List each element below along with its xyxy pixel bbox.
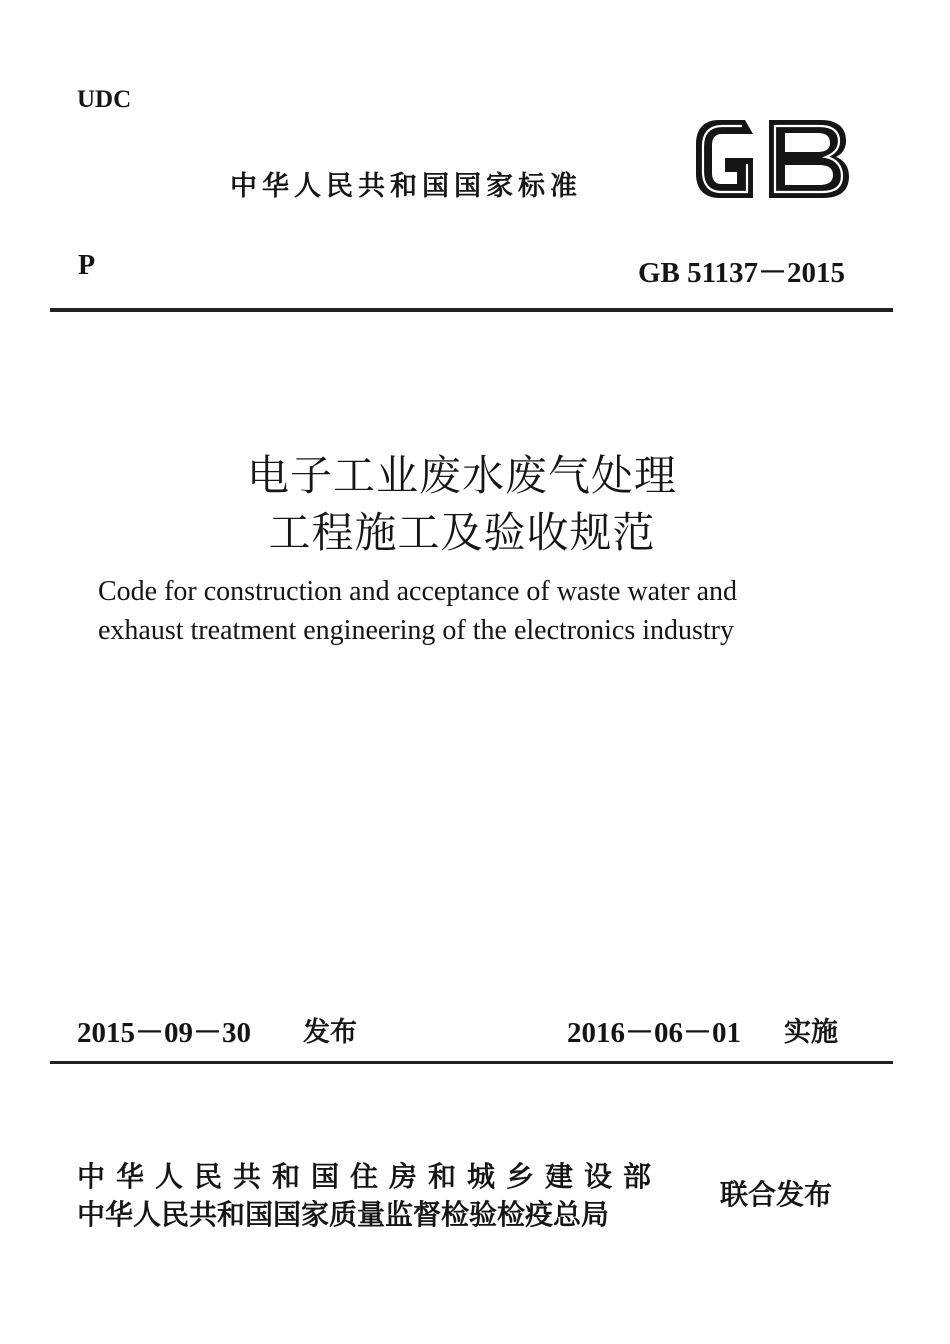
- title-english-line1: Code for construction and acceptance of waste water and: [98, 576, 738, 607]
- standard-type: 中华人民共和国国家标准: [230, 171, 582, 202]
- implement-date: 2016－06－01: [567, 1017, 742, 1049]
- bottom-divider: [50, 1061, 893, 1064]
- standard-number: GB 51137－2015: [637, 257, 845, 289]
- title-chinese-line1: 电子工业废水废气处理: [246, 451, 677, 500]
- publisher-line2: 中华人民共和国国家质量监督检验检疫总局: [77, 1198, 610, 1231]
- issue-date: 2015－09－30: [77, 1017, 252, 1049]
- classification-code: P: [78, 250, 96, 281]
- implement-label: 实施: [784, 1017, 838, 1048]
- top-divider: [50, 308, 893, 312]
- publisher-line1: 中华人民共和国住房和城乡建设部: [77, 1160, 663, 1193]
- joint-publish-label: 联合发布: [720, 1178, 833, 1211]
- udc-label: UDC: [77, 86, 132, 113]
- title-chinese-line2: 工程施工及验收规范: [268, 508, 656, 557]
- gb-logo: [693, 116, 853, 202]
- title-english-line2: exhaust treatment engineering of the electronics industry: [98, 615, 735, 646]
- issue-label: 发布: [303, 1017, 357, 1048]
